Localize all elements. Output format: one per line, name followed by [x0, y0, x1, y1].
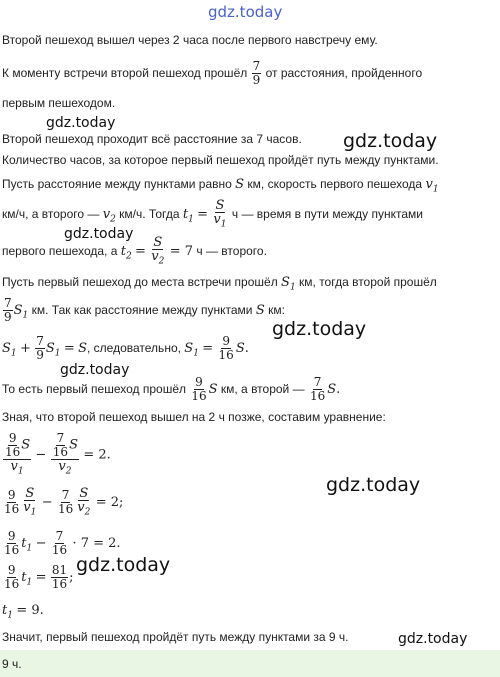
text-speed-second: км/ч, а второго — — [2, 207, 100, 221]
solution-line-6: То есть первый пешеход прошёл $\frac{9}{16}$ S км, а второй — $\frac{7}{16}$ S. — [2, 375, 341, 404]
statement-line-1: Второй пешеход вышел через 2 часа после первого навстречу ему. — [2, 33, 378, 47]
text-time-first: ч — время в пути между пунктами — [231, 207, 423, 221]
text-let-distance: Пусть расстояние между пунктами равно — [2, 177, 232, 191]
answer-text: 9 ч. — [2, 657, 22, 671]
fraction-s-v2: $\frac{S}{v_2}$ — [151, 234, 165, 267]
answer-box — [0, 650, 500, 677]
text-therefore: , следовательно, — [87, 341, 181, 355]
conclusion-line: Значит, первый пешеход пройдёт путь между пунктами за 9 ч. — [2, 630, 349, 644]
statement-line-3: первым пешеходом. — [2, 96, 116, 110]
header-watermark: gdz.today — [208, 3, 283, 21]
text-first-walker: первого пешехода, а — [2, 244, 118, 258]
question-line: Количество часов, за которое первый пешеход пройдёт путь между пунктами. — [2, 153, 439, 167]
fraction-7-9: $\frac{7}{9}$ — [252, 59, 261, 88]
solution-line-2: км/ч, а второго — $v_2$ км/ч. Тогда $t_1$ = $\frac{S}{v_1}$ ч — время в пути между пунктами — [2, 197, 423, 230]
watermark-5: gdz.today — [60, 362, 130, 378]
fraction-s-v1: $\frac{S}{v_1}$ — [213, 197, 227, 230]
watermark-1: gdz.today — [46, 115, 116, 131]
solution-line-4: Пусть первый пешеход до места встречи прошёл $S_1$ км, тогда второй прошёл — [2, 275, 437, 293]
text-since-distance: км. Так как расстояние между пунктами — [31, 303, 253, 317]
equation-2: $\frac{9}{16}$ $\frac{S}{v_1}$ − $\frac{7}{16}$ $\frac{S}{v_2}$ = 2; — [4, 485, 124, 518]
watermark-6: gdz.today — [326, 474, 421, 496]
fraction-7-9-b: $\frac{7}{9}$ — [4, 296, 12, 325]
solution-line-5: $\frac{7}{9}$ $S_1$ км. Так как расстояние между пунктами S км: — [4, 296, 285, 325]
watermark-2: gdz.today — [343, 130, 438, 152]
text-second-time: ч — второго. — [196, 244, 267, 258]
statement-line-4: Второй пешеход проходит всё расстояние за 7 часов. — [2, 132, 302, 146]
watermark-7: gdz.today — [76, 554, 171, 576]
text-meeting-part2: от расстояния, пройденного — [265, 66, 423, 80]
watermark-3: gdz.today — [64, 226, 134, 242]
solution-line-7: Зная, что второй пешеход вышел на 2 ч позже, составим уравнение: — [2, 410, 386, 424]
statement-line-2 — [2, 58, 422, 88]
watermark-8: gdz.today — [398, 631, 468, 647]
equation-3: $\frac{9}{16}$ $t_1$ − $\frac{7}{16}$ · 7 = 2. — [4, 529, 121, 558]
equation-1: $\frac{9}{16}$ S $v_1$ − $\frac{7}{16}$ S $v_2$ = 2. — [5, 431, 111, 477]
text-km: км: — [268, 303, 285, 317]
solution-line-1: Пусть расстояние между пунктами равно S км, скорость первого пешехода $v_1$ — [2, 177, 439, 195]
text-second-walked: км, тогда второй прошёл — [299, 275, 437, 289]
equation-5: $t_1 = 9$. — [2, 603, 44, 621]
watermark-4: gdz.today — [272, 318, 367, 340]
text-and-second: км, а второй — — [220, 382, 305, 396]
text-first-walked: То есть первый пешеход прошёл — [2, 382, 187, 396]
text-meeting-part1: К моменту встречи второй пешеход прошёл — [2, 66, 248, 80]
equation-sum-line: $S_1$ + $\frac{7}{9}$ $S_1 = S$, следовательно, $S_1$ = $\frac{9}{16}$ S. — [2, 334, 249, 363]
text-speed-first: км, скорость первого пешехода — [247, 177, 423, 191]
text-then: км/ч. Тогда — [119, 207, 180, 221]
solution-line-3: первого пешехода, а $t_2$ = $\frac{S}{v_2}$ = 7 ч — второго. — [2, 234, 267, 267]
equation-4: $\frac{9}{16}$ $t_1$ = $\frac{81}{16}$ ; — [4, 563, 74, 592]
text-first-met: Пусть первый пешеход до места встречи прошёл — [2, 275, 278, 289]
